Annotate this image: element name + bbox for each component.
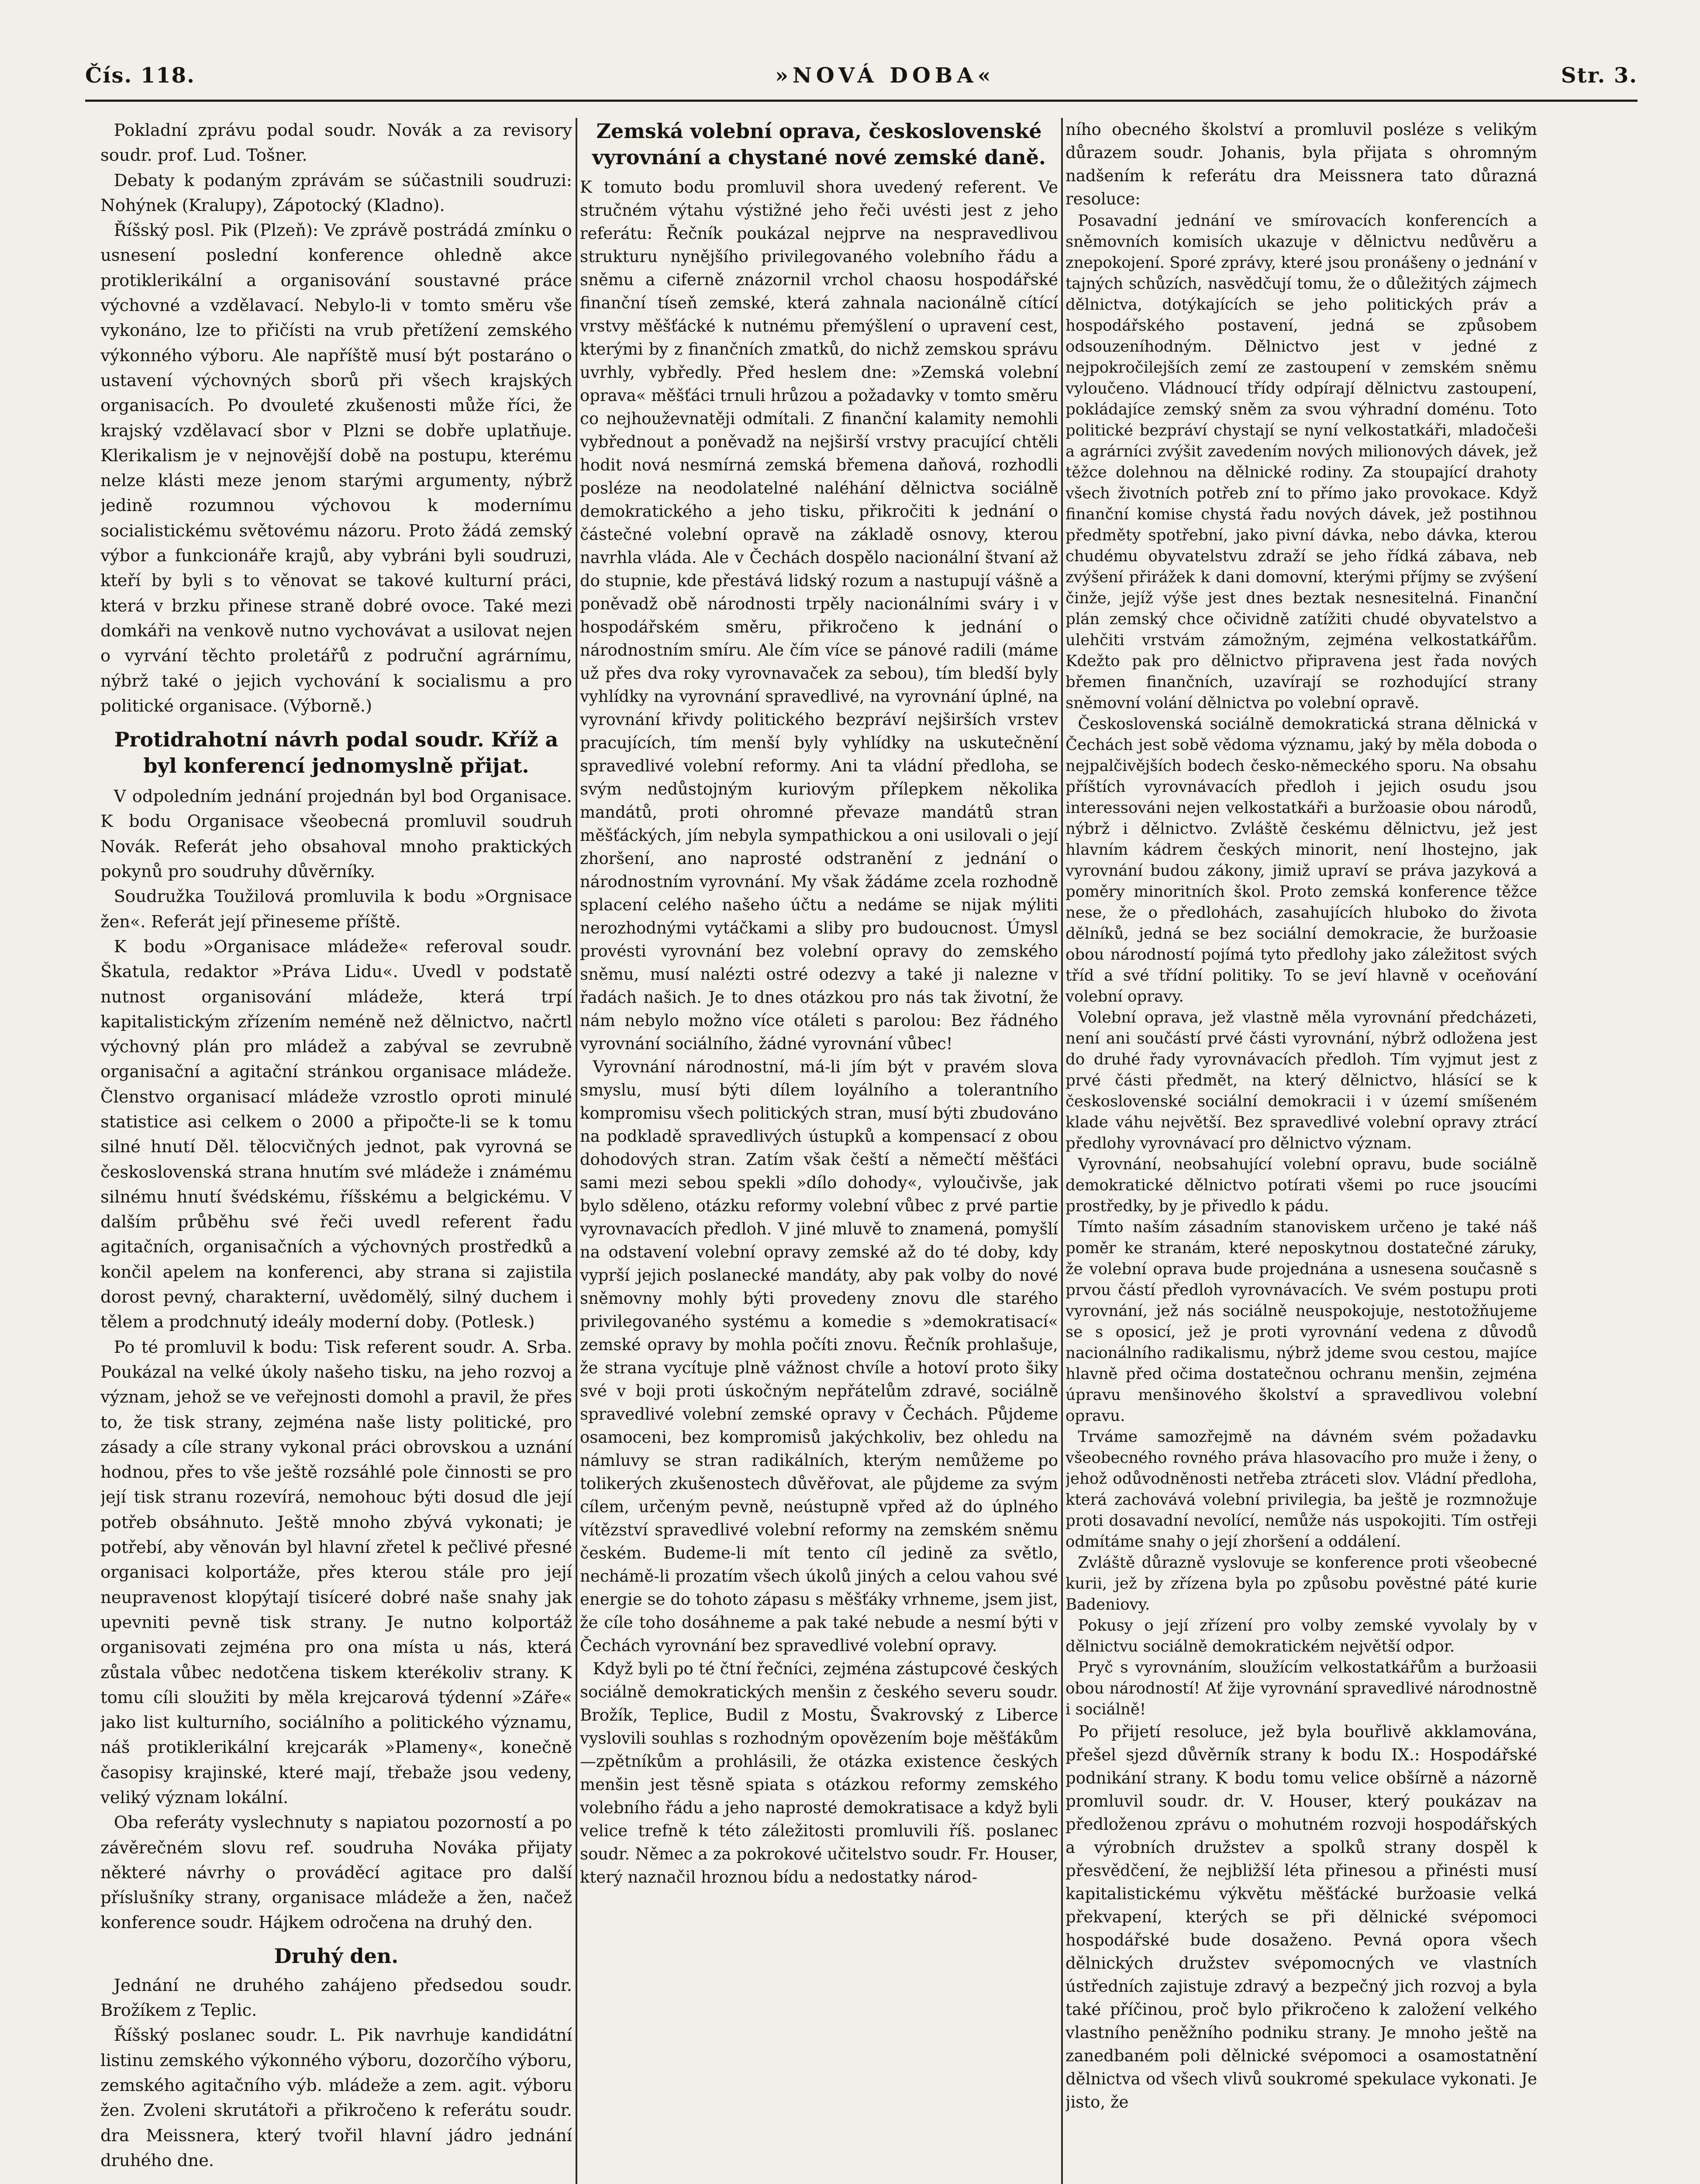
resolution-paragraph: Zvláště důrazně vyslovuje se konference proti všeobecné kurii, jež by zřízena byla po způsobu pověstné páté kurie Badeniovy. (1066, 1554, 1537, 1614)
column-divider (576, 118, 577, 2184)
resolution-paragraph: Trváme samozřejmě na dávném svém požadavku všeobecného rovného práva hlasovacího pro muže i ženy, o jehož odůvodněnosti netřeba ztráceti slov. Vládní předloha, která zachovává volební privilegia, ba ještě je rozmnožuje proti dosavadní nevolící, nemůže nás uspokojiti. Tím ostřeji odmítáme snahy o její zhoršení a oddálení. (1066, 1428, 1537, 1551)
newspaper-title: »NOVÁ DOBA« (775, 63, 995, 88)
paragraph: Oba referáty vyslechnuty s napiatou pozorností a po závěrečném slovu ref. soudruha Nováka přijaty některé návrhy o prováděcí agitace pro další příslušníky strany, organisace mládeže a žen, načež konference soudr. Hájkem odročena na druhý den. (100, 1813, 572, 1933)
page-header (85, 59, 1638, 100)
resolution-paragraph: Pryč s vyrovnáním, sloužícím velkostatkářům a buržoasii obou národností! Ať žije vyrovnání spravedlivé národnostně i sociálně! (1066, 1659, 1537, 1718)
section-heading: Druhý den. (274, 1944, 399, 1968)
paragraph: K tomuto bodu promluvil shora uvedený referent. Ve stručném výtahu výstižné jeho řeči uvésti jest z jeho referátu: Řečník poukázal nejprve na nespravedlivou strukturu nynějšího privilegovaného volebního řádu a sněmu a ciferně znázornil vrchol chaosu hospodářské finanční tíseň zemské, která zahnala nacionálně cítící vrstvy měšťácké k nutnému přemýšlení o upravení cest, kterými by z finančních zmatků, do nichž zemskou správu uvrhly, vybředly. Před heslem dne: »Zemská volební oprava« měšťáci trnuli hrůzou a požadavky v tomto směru co nejhouževnatěji odmítali. Z finanční kalamity nemohli vybřednout a poněvadž na nejširší vrstvy pracující chtěli hodit nová nesmírná zemská břemena daňová, rozhodli posléze na neodolatelné naléhání dělnictva sociálně demokratického a jeho tisku, přikročiti k jednání o částečné volební opravě na základě osnovy, kterou navrhla vláda. Ale v Čechách dospělo nacionální štvaní až do stupnie, kde přestává lidský rozum a nastupují vášně a poněvadž obě národnosti trpěly nacionálními sváry i v hospodářském směru, přikročeno k jednání o národnostním smíru. Ale čím více se pánové radili (máme už přes dva roky vyrovnavaček za sebou), tím bledší byly vyhlídky na vyrovnání spravedlivé, na vyrovnání úplné, na vyrovnání křivdy politického bezpráví nejširších vrstev pracujících, tím menší byly vyhlídky na uskutečnění spravedlivé volební reformy. Ani ta vládní předloha, se svým nedůstojným kuriovým přílepkem několika mandátů, proti ohromné převaze mandátů stran měšťáckých, jím nebyla sympathickou a oni usilovali o její zhoršení, ano naprosté odstranění z jednání o národnostním vyrovnání. My však žádáme zcela rozhodně splacení celého našeho účtu a nedáme se nijak mýliti nerozhodnými vytáčkami a sliby pro budoucnost. Úmysl provésti vyrovnání bez volební opravy do zemského sněmu, musí nalézti ostré odezvy a také ji nalezne v řadách našich. Je to dnes otázkou pro nás tak životní, že nám nebylo možno více otáleti s parolou: Bez řádného vyrovnání sociálního, žádné vyrovnání vůbec! (580, 178, 1058, 1053)
issue-number: Čís. 118. (85, 63, 195, 88)
page-number: Str. 3. (1561, 63, 1638, 88)
header-rule (85, 100, 1638, 102)
paragraph: Po přijetí resoluce, jež byla bouřlivě akklamována, přešel sjezd důvěrník strany k bodu IX.: Hospodářské podnikání strany. K bodu tomu velice obšírně a názorně promluvil soudr. dr. V. Houser, který poukázav na předloženou zprávu o mohutném rozvoji hospodářských a výrobních družstev a spolků strany dospěl k přesvědčení, že nejbližší léta přinesou a přinésti musí kapitalistickému výkvětu měšťácké buržoasie velká překvapení, kterých se při dělnické svépomoci hospodářské bude dosaženo. Pevná opora všech dělnických družstev svépomocných ve vlastních ústředních zajistuje zdravý a bezpečný jich rozvoj a byla také příčinou, proč bylo přikročeno k založení velkého vlastního peněžního podniku strany. Je mnoho ještě na zanedbaném poli dělnické svépomoci a osamostatnění dělnictva od všech vlivů soukromé spekulace vykonati. Je jisto, že (1066, 1722, 1537, 2111)
paragraph: ního obecného školství a promluvil posléze s velikým důrazem soudr. Johanis, byla přijata s ohromným nadšením k referátu dra Meissnera tato důrazná resoluce: (1066, 120, 1537, 208)
resolution-paragraph: Pokusy o její zřízení pro volby zemské vyvolaly by v dělnictvu sociálně demokratickém největší odpor. (1066, 1617, 1537, 1655)
paragraph: Říšský posl. Pik (Plzeň): Ve zprávě postrádá zmínku o usnesení poslední konference ohledně akce protiklerikální a organisování soustavné práce výchovné a vzdělavací. Nebylo-li v tomto směru vše vykonáno, lze to přičísti na vrub přetížení zemského výkonného výboru. Ale napříště musí být postaráno o ustavení výchovných sborů při všech krajských organisacích. Po dvouleté zkušenosti může říci, že krajský vzdělavací sbor v Plzni se dobře uplatňuje. Klerikalism je v nejnovější době na postupu, kterému nelze klásti meze jenom starými argumenty, nýbrž jedině rozumnou výchovou k modernímu socialistickému světovému názoru. Proto žádá zemský výbor a funkcionáře krajů, aby vybráni byli soudruzi, kteří by byli s to věnovat se takové kulturní práci, která v brzku přinese straně dobré ovoce. Také mezi domkáři na venkově nutno vychovávat a usilovat nejen o vyrvání těchto proletářů z područní agrárnímu, nýbrž také o jejich vychování k socialismu a pro politické organisace. (Výborně.) (100, 221, 572, 716)
column-1 (100, 118, 572, 2184)
paragraph: Pokladní zprávu podal soudr. Novák a za revisory soudr. prof. Lud. Tošner. (100, 121, 572, 166)
paragraph: Vyrovnání národnostní, má-li jím být v pravém slova smyslu, musí býti dílem loyálního a tolerantního kompromisu všech politických stran, musí býti zbudováno na podkladě spravedlivých ústupků a kompensací z obou dohodových stran. Zatím však čeští a němečtí měšťáci sami mezi sebou spekli »dílo dohody«, vyloučivše, jak bylo sděleno, otázku reformy volební vůbec z prvé partie vyrovnavacích předloh. V jiné mluvě to znamená, pomyšlí na odstavení volební opravy zemské až do té doby, kdy vyprší jejich poslanecké mandáty, aby pak volby do nové sněmovny mohly býti provedeny znovu dle starého privilegovaného systému a komedie s »demokratisací« zemské opravy by mohla počíti znovu. Řečník prohlašuje, že strana vycítuje plně vážnost chvíle a hotoví proto šiky své v boji proti úskočným nepřátelům zdravé, sociálně spravedlivé volební zemské opravy v Čechách. Půjdeme osamoceni, bez kompromisů jakýchkoliv, bez ohledu na námluvy se stran radikálních, kterým nemůžeme po tolikerých zkušenostech důvěřovat, ale půjdeme za svým cílem, určeným pevně, neústupně vpřed až do úplného vítězství spravedlivé volební reformy na zemském sněmu českém. Budeme-li mít tento cíl jedině za světlo, nechámě-li prozatím všech úkolů jiných a celou vahou své energie se do tohoto zápasu s měšťáky vrhneme, jsem jist, že cíle toho dosáhneme a pak také nebude a nesmí býti v Čechách vyrovnání bez spravedlivé volební opravy. (580, 1057, 1058, 1655)
paragraph: K bodu »Organisace mládeže« referoval soudr. Škatula, redaktor »Práva Lidu«. Uvedl v podstatě nutnost organisování mládeže, která trpí kapitalistickým zřízením neméně než dělnictvo, načrtl výchovný plán pro mládež a zabýval se zevrubně organisační a agitační stránkou organisace mládeže. Členstvo organisací mládeže vzrostlo oproti minulé statistice asi celkem o 2000 a připočte-li se k tomu silné hnutí Děl. tělocvičných jednot, pak vyrovná se československá strana hnutím své mládeže i známému silnému hnutí švédskému, říšskému a belgickému. V dalším průběhu své řeči uvedl referent řadu agitačních, organisačních a výchovných prostředků a končil apelem na konferenci, aby strana si zajistila dorost pevný, charakterní, uvědomělý, silný duchem i tělem a prodchnutý ideály moderní doby. (Potlesk.) (100, 936, 572, 1332)
paragraph: Soudružka Toužilová promluvila k bodu »Orgnisace žen«. Referát její přineseme příště. (100, 887, 572, 932)
paragraph: Jednání ne druhého zahájeno předsedou soudr. Brožíkem z Teplic. (100, 1975, 572, 2021)
article-headline: Zemská volební oprava, československé vyrovnání a chystané nové zemské daně. (592, 119, 1046, 169)
paragraph: Když byli po té čtní řečníci, zejména zástupcové českých sociálně demokratických menšin z českého severu soudr. Brožík, Teplice, Budil z Mostu, Švakrovský z Liberce vyslovili souhlas s rozhodným opovězením boje měšťákům—zpětníkům a prohlásili, že otázka existence českých menšin jest těsně spiata s otázkou reformy zemského volebního řádu a jeho naprosté demokratisace a když byli velice trefně k této záležitosti promluvili říš. poslanec soudr. Němec a za pokrokové učitelstvo soudr. Fr. Houser, který naznačil hroznou bídu a nedostatky národ- (580, 1659, 1058, 1887)
resolution-paragraph: Československá sociálně demokratická strana dělnická v Čechách jest sobě vědoma významu, jaký by měla doboda o nejpalčivějších bodech česko-německého sporu. Na obsahu příštích vyrovnávacích předloh i jejich osudu jsou interessováni nejen velkostatkáři a buržoasie obou národů, nýbrž i dělnictvo. Zvláště českému dělnictvu, jež jest hlavním kádrem českých minorit, není lhostejno, jak vyrovnání budou zákony, jimiž upraví se práva jazyková a poměry minoritních škol. Proto zemská konference těžce nese, že o předlohách, zasahujících hluboko do života dělníků, jedná se bez sociální demokracie, že buržoasie obou národností pojímá tyto předlohy jako záležitost svých tříd a své třídní politiky. To se jeví hlavně v oceňování volební opravy. (1066, 715, 1537, 1006)
section-heading: Protidrahotní návrh podal soudr. Kříž a byl konferencí jednomyslně přijat. (114, 728, 559, 778)
column-divider (1061, 118, 1063, 2184)
resolution-paragraph: Posavadní jednání ve smírovacích konferencích a sněmovních komisích ukazuje v dělnictvu nedůvěru a znepokojení. Sporé zprávy, které jsou pronášeny o jednání v tajných schůzích, nasvědčují tomu, že o důležitých zájmech dělnictva, dotýkajících se jeho politických práv a hospodářského postavení, jedná se způsobem odsouzeníhodným. Dělnictvo jest v jedné z nejpokročilejších zemí ze zastoupení v zemském sněmu vyloučeno. Vládnoucí třídy odpírají dělnictvu zastoupení, pokládajíce zemský sněm za svou výhradní doménu. Toto politické bezpráví chystají se nyní velkostatkáři, mladočeši a agrárníci zvýšit zavedením nových milionových dávek, jež těžce dolehnou na dělnické rodiny. Za stoupající drahoty všech životních potřeb zní to přímo jako provokace. Když finanční komise chystá řadu nových dávek, jež postihnou předměty spotřební, jako pivní dávka, nebo dávka, kterou chudému obyvatelstvu zdraží se jeho řídká zábava, neb zvýšení přirážek k dani domovní, kterými příjmy se zvýšení činže, jejíž výše jest dnes beztak nesnesitelná. Finanční plán zemský chce očividně zatížiti chudé obyvatelstvo a ulehčiti vrstvám zámožným, zejména velkostatkářům. Kdežto pak pro dělnictvo připravena jest řada nových břemen finančních, uzavírají se rozhodující strany sněmovní volání dělnictva po volební opravě. (1066, 212, 1537, 712)
resolution-paragraph: Vyrovnání, neobsahující volební opravu, bude sociálně demokratické dělnictvo potírati všemi po ruce jsoucími prostředky, by je přivedlo k pádu. (1066, 1155, 1537, 1215)
column-3 (1066, 118, 1537, 2184)
column-2 (580, 118, 1058, 2184)
paragraph: Debaty k podaným zprávám se súčastnili soudruzi: Nohýnek (Kralupy), Zápotocký (Kladno). (100, 170, 572, 215)
paragraph: V odpoledním jednání projednán byl bod Organisace. K bodu Organisace všeobecná promluvil soudruh Novák. Referát jeho obsahoval mnoho praktických pokynů pro soudruhy důvěrníky. (100, 787, 572, 882)
resolution-paragraph: Tímto naším zásadním stanoviskem určeno je také náš poměr ke stranám, které neposkytnou dostatečné záruky, že volební oprava bude projednána a usnesena současně s prvou částí předloh vyrovnávacích. Ve svém postupu proti vyrovnání, jež nás sociálně neuspokojuje, nestotožňujeme se s oposicí, jež je proti vyrovnání vedena z důvodů nacionálního radikalismu, nýbrž jdeme svou cestou, majíce hlavně před očima dostatečnou ochranu menšin, zejména úpravu menšinového školství a spravedlivou volební opravu. (1066, 1218, 1537, 1425)
paragraph: Po té promluvil k bodu: Tisk referent soudr. A. Srba. Poukázal na velké úkoly našeho tisku, na jeho rozvoj a význam, jehož se ve veřejnosti domohl a pravil, že přes to, že tisk strany, zejména naše listy politické, pro zásady a cíle strany vykonal práci obrovskou a uznání hodnou, přes to vše ještě rozsáhlé pole činnosti se pro její tisk stranu rozevírá, nemohouc býti dosud dle její potřeb obsáhnuto. Ještě mnoho zbývá vykonati; je potřebí, aby věnován byl hlavní zřetel k pečlivé přesné organisaci kolportáže, přes kterou stále pro její neupravenost klopýtají tisíceré dobré naše snahy jak upevniti pevně tisk strany. Je nutno kolportáž organisovati zejména pro ona místa u nás, která zůstala vůbec nedotčena tiskem kterékoliv strany. K tomu cíli sloužiti by měla krejcarová týdenní »Záře« jako list kulturního, sociálního a politického významu, náš protiklerikální krejcarák »Plameny«, konečně časopisy krajinské, které mají, třebaže jsou vedeny, veliký význam lokální. (100, 1337, 572, 1807)
paragraph: Říšský poslanec soudr. L. Pik navrhuje kandidátní listinu zemského výkonného výboru, dozorčího výboru, zemského agitačního výb. mládeže a zem. agit. výboru žen. Zvoleni skrutátoři a přikročeno k referátu soudr. dra Meissnera, který tvořil hlavní jádro jednání druhého dne. (100, 2025, 572, 2170)
resolution-paragraph: Volební oprava, jež vlastně měla vyrovnání předcházeti, není ani součástí prvé části vyrovnání, nýbrž odložena jest do druhé řady vyrovnávacích předloh. Tím vyjmut jest z prvé části předmět, na který dělnictvo, hlásící se k československé sociální demokracii i v území smíšeném klade váhu největší. Bez spravedlivé volební opravy ztrácí předlohy vyrovnávací pro dělnictvo význam. (1066, 1009, 1537, 1152)
